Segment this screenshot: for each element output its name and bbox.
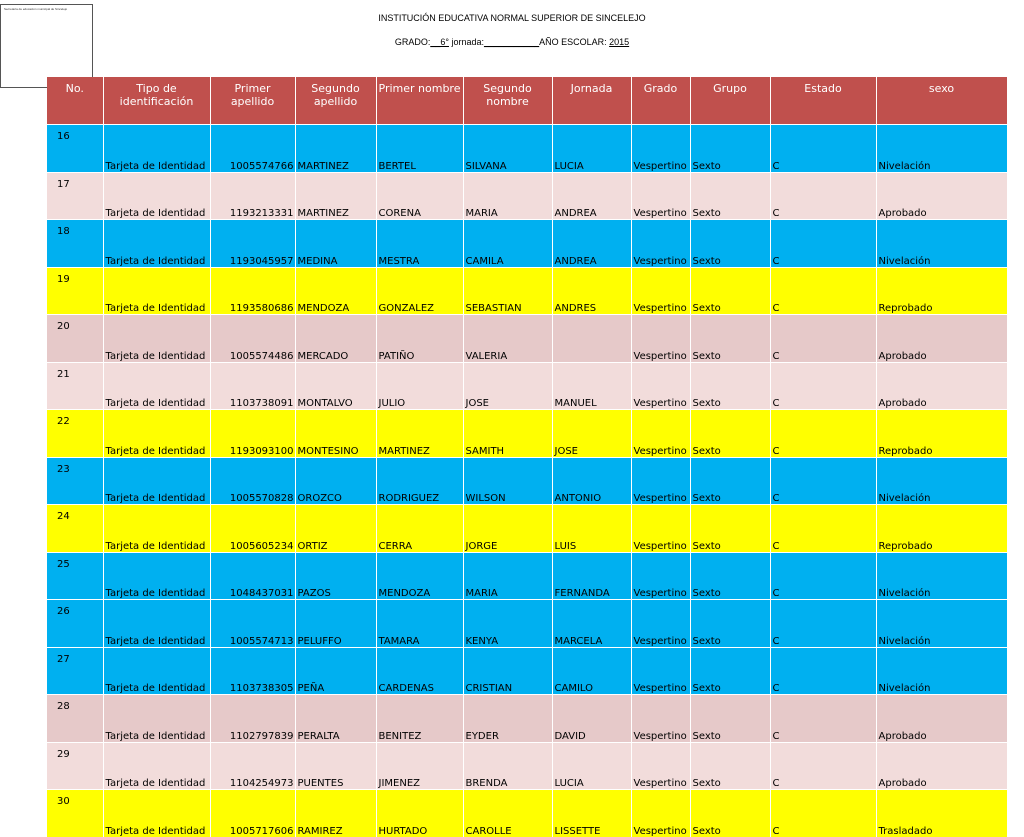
cell-grade: Sexto: [690, 647, 770, 695]
table-row: [47, 315, 1007, 363]
cell-id-number: 1193580686: [210, 267, 295, 315]
cell-grade: Sexto: [690, 790, 770, 837]
cell-id-number: 1193213331: [210, 172, 295, 220]
cell-status: Reprobado: [876, 410, 1007, 458]
cell-first-name: WILSON: [463, 457, 552, 505]
cell-grade: Sexto: [690, 695, 770, 743]
cell-first-surname: MEDINA: [295, 220, 376, 268]
cell-status: Nivelación: [876, 125, 1007, 173]
cell-second-name: ANDREA: [552, 172, 631, 220]
cell-id-number: 1005574766: [210, 125, 295, 173]
cell-first-name: MARIA: [463, 552, 552, 600]
cell-number: 18: [47, 220, 103, 268]
cell-group: C: [770, 505, 876, 553]
cell-status: Reprobado: [876, 505, 1007, 553]
logo-caption: Secretaría de educación municipal de Sincelejo: [4, 7, 68, 11]
col-header: Grupo: [690, 77, 770, 125]
cell-number: 27: [47, 647, 103, 695]
col-header: Primer nombre: [376, 77, 463, 125]
cell-first-name: EYDER: [463, 695, 552, 743]
cell-number: 30: [47, 790, 103, 837]
cell-number: 24: [47, 505, 103, 553]
cell-id-type: Tarjeta de Identidad: [103, 552, 210, 600]
cell-group: C: [770, 315, 876, 363]
cell-second-name: LISSETTE: [552, 790, 631, 837]
table-row: [47, 742, 1007, 790]
table-row: [47, 125, 1007, 173]
cell-id-number: 1005570828: [210, 457, 295, 505]
cell-shift: Vespertino: [631, 742, 690, 790]
cell-second-name: [552, 315, 631, 363]
cell-second-surname: CARDENAS: [376, 647, 463, 695]
cell-second-name: ANDREA: [552, 220, 631, 268]
cell-first-name: CAMILA: [463, 220, 552, 268]
cell-second-name: CAMILO: [552, 647, 631, 695]
cell-id-type: Tarjeta de Identidad: [103, 647, 210, 695]
cell-id-type: Tarjeta de Identidad: [103, 600, 210, 648]
cell-first-surname: MARTINEZ: [295, 172, 376, 220]
cell-id-number: 1005574486: [210, 315, 295, 363]
cell-id-type: Tarjeta de Identidad: [103, 695, 210, 743]
cell-first-name: VALERIA: [463, 315, 552, 363]
col-header: sexo: [876, 77, 1007, 125]
cell-status: Nivelación: [876, 220, 1007, 268]
cell-id-type: Tarjeta de Identidad: [103, 125, 210, 173]
cell-second-name: LUCIA: [552, 742, 631, 790]
cell-shift: Vespertino: [631, 220, 690, 268]
cell-second-name: MANUEL: [552, 362, 631, 410]
cell-second-surname: BENITEZ: [376, 695, 463, 743]
cell-first-name: SAMITH: [463, 410, 552, 458]
cell-grade: Sexto: [690, 362, 770, 410]
cell-group: C: [770, 600, 876, 648]
cell-first-surname: MONTESINO: [295, 410, 376, 458]
cell-grade: Sexto: [690, 172, 770, 220]
cell-id-number: 1048437031: [210, 552, 295, 600]
cell-first-surname: PELUFFO: [295, 600, 376, 648]
grade-line: [0, 37, 1024, 47]
cell-first-name: SEBASTIAN: [463, 267, 552, 315]
cell-first-surname: PAZOS: [295, 552, 376, 600]
cell-grade: Sexto: [690, 220, 770, 268]
table-row: [47, 410, 1007, 458]
cell-shift: Vespertino: [631, 457, 690, 505]
cell-shift: Vespertino: [631, 647, 690, 695]
cell-shift: Vespertino: [631, 267, 690, 315]
cell-number: 17: [47, 172, 103, 220]
cell-first-name: JORGE: [463, 505, 552, 553]
cell-second-surname: CERRA: [376, 505, 463, 553]
cell-group: C: [770, 695, 876, 743]
cell-second-surname: JULIO: [376, 362, 463, 410]
cell-status: Nivelación: [876, 552, 1007, 600]
cell-number: 26: [47, 600, 103, 648]
cell-grade: Sexto: [690, 410, 770, 458]
cell-status: Aprobado: [876, 695, 1007, 743]
cell-number: 23: [47, 457, 103, 505]
cell-second-surname: JIMENEZ: [376, 742, 463, 790]
cell-number: 28: [47, 695, 103, 743]
col-header: Jornada: [552, 77, 631, 125]
cell-first-name: KENYA: [463, 600, 552, 648]
cell-first-surname: RAMIREZ: [295, 790, 376, 837]
cell-id-type: Tarjeta de Identidad: [103, 410, 210, 458]
cell-first-name: SILVANA: [463, 125, 552, 173]
cell-shift: Vespertino: [631, 505, 690, 553]
cell-shift: Vespertino: [631, 552, 690, 600]
cell-second-surname: MESTRA: [376, 220, 463, 268]
cell-group: C: [770, 647, 876, 695]
cell-status: Aprobado: [876, 172, 1007, 220]
cell-grade: Sexto: [690, 552, 770, 600]
cell-id-number: 1005574713: [210, 600, 295, 648]
cell-group: C: [770, 125, 876, 173]
cell-status: Aprobado: [876, 362, 1007, 410]
cell-grade: Sexto: [690, 315, 770, 363]
cell-first-surname: ORTIZ: [295, 505, 376, 553]
cell-group: C: [770, 220, 876, 268]
cell-first-surname: MONTALVO: [295, 362, 376, 410]
table-row: [47, 457, 1007, 505]
col-header: Primer apellido: [210, 77, 295, 125]
cell-id-number: 1104254973: [210, 742, 295, 790]
header-row: [47, 77, 1007, 125]
cell-shift: Vespertino: [631, 125, 690, 173]
cell-grade: Sexto: [690, 267, 770, 315]
cell-id-type: Tarjeta de Identidad: [103, 362, 210, 410]
cell-id-number: 1193045957: [210, 220, 295, 268]
cell-shift: Vespertino: [631, 410, 690, 458]
cell-number: 19: [47, 267, 103, 315]
cell-second-name: DAVID: [552, 695, 631, 743]
cell-first-name: BRENDA: [463, 742, 552, 790]
cell-group: C: [770, 267, 876, 315]
cell-group: C: [770, 742, 876, 790]
cell-id-type: Tarjeta de Identidad: [103, 457, 210, 505]
col-header: Segundo nombre: [463, 77, 552, 125]
cell-group: C: [770, 410, 876, 458]
cell-second-surname: RODRIGUEZ: [376, 457, 463, 505]
anio-label: AÑO ESCOLAR:: [539, 37, 610, 47]
cell-grade: Sexto: [690, 742, 770, 790]
grado-label: GRADO:: [394, 37, 431, 47]
table-row: [47, 267, 1007, 315]
cell-id-type: Tarjeta de Identidad: [103, 742, 210, 790]
cell-second-surname: CORENA: [376, 172, 463, 220]
grado-value: __6°: [430, 37, 449, 47]
institution-title: INSTITUCIÓN EDUCATIVA NORMAL SUPERIOR DE SINCELEJO: [378, 13, 646, 23]
cell-second-surname: PATIÑO: [376, 315, 463, 363]
anio-value: 2015: [609, 37, 630, 47]
cell-second-surname: MARTINEZ: [376, 410, 463, 458]
cell-id-type: Tarjeta de Identidad: [103, 505, 210, 553]
cell-number: 25: [47, 552, 103, 600]
cell-shift: Vespertino: [631, 315, 690, 363]
cell-second-surname: GONZALEZ: [376, 267, 463, 315]
cell-id-type: Tarjeta de Identidad: [103, 267, 210, 315]
cell-first-surname: PEÑA: [295, 647, 376, 695]
col-header: No.: [47, 77, 103, 125]
cell-second-surname: TAMARA: [376, 600, 463, 648]
cell-id-number: 1102797839: [210, 695, 295, 743]
table-row: [47, 695, 1007, 743]
cell-id-type: Tarjeta de Identidad: [103, 220, 210, 268]
table-row: [47, 552, 1007, 600]
cell-first-name: JOSE: [463, 362, 552, 410]
table-row: [47, 790, 1007, 837]
cell-id-number: 1005717606: [210, 790, 295, 837]
cell-group: C: [770, 552, 876, 600]
cell-status: Aprobado: [876, 742, 1007, 790]
cell-second-name: LUIS: [552, 505, 631, 553]
cell-grade: Sexto: [690, 505, 770, 553]
cell-status: Nivelación: [876, 600, 1007, 648]
cell-second-name: ANDRES: [552, 267, 631, 315]
table-row: [47, 172, 1007, 220]
cell-status: Nivelación: [876, 457, 1007, 505]
cell-shift: Vespertino: [631, 600, 690, 648]
cell-group: C: [770, 362, 876, 410]
jornada-value: ___________: [484, 37, 540, 47]
cell-number: 21: [47, 362, 103, 410]
table-row: [47, 505, 1007, 553]
student-table: [47, 77, 1008, 837]
cell-shift: Vespertino: [631, 790, 690, 837]
col-header: Estado: [770, 77, 876, 125]
cell-id-type: Tarjeta de Identidad: [103, 315, 210, 363]
cell-id-type: Tarjeta de Identidad: [103, 172, 210, 220]
col-header: Tipo de identificación: [103, 77, 210, 125]
cell-first-name: CAROLLE: [463, 790, 552, 837]
cell-id-number: 1005605234: [210, 505, 295, 553]
cell-status: Reprobado: [876, 267, 1007, 315]
cell-first-name: MARIA: [463, 172, 552, 220]
cell-second-surname: HURTADO: [376, 790, 463, 837]
cell-shift: Vespertino: [631, 172, 690, 220]
cell-grade: Sexto: [690, 125, 770, 173]
col-header: Grado: [631, 77, 690, 125]
table-row: [47, 600, 1007, 648]
cell-first-surname: OROZCO: [295, 457, 376, 505]
cell-second-name: JOSE: [552, 410, 631, 458]
cell-second-name: MARCELA: [552, 600, 631, 648]
cell-first-surname: PERALTA: [295, 695, 376, 743]
cell-second-surname: BERTEL: [376, 125, 463, 173]
cell-number: 16: [47, 125, 103, 173]
cell-second-name: LUCIA: [552, 125, 631, 173]
table-row: [47, 362, 1007, 410]
cell-status: Trasladado: [876, 790, 1007, 837]
table-body: [47, 125, 1007, 837]
cell-status: Nivelación: [876, 647, 1007, 695]
cell-first-surname: MERCADO: [295, 315, 376, 363]
table-row: [47, 220, 1007, 268]
cell-status: Aprobado: [876, 315, 1007, 363]
cell-second-name: FERNANDA: [552, 552, 631, 600]
cell-first-name: CRISTIAN: [463, 647, 552, 695]
cell-grade: Sexto: [690, 600, 770, 648]
cell-grade: Sexto: [690, 457, 770, 505]
cell-id-number: 1193093100: [210, 410, 295, 458]
cell-number: 20: [47, 315, 103, 363]
cell-second-name: ANTONIO: [552, 457, 631, 505]
cell-first-surname: PUENTES: [295, 742, 376, 790]
cell-id-number: 1103738091: [210, 362, 295, 410]
cell-second-surname: MENDOZA: [376, 552, 463, 600]
cell-group: C: [770, 457, 876, 505]
cell-first-surname: MENDOZA: [295, 267, 376, 315]
cell-number: 22: [47, 410, 103, 458]
table-row: [47, 647, 1007, 695]
cell-shift: Vespertino: [631, 362, 690, 410]
cell-id-number: 1103738305: [210, 647, 295, 695]
cell-first-surname: MARTINEZ: [295, 125, 376, 173]
col-header: Segundo apellido: [295, 77, 376, 125]
cell-group: C: [770, 790, 876, 837]
cell-number: 29: [47, 742, 103, 790]
cell-shift: Vespertino: [631, 695, 690, 743]
jornada-label: jornada:: [448, 37, 485, 47]
cell-id-type: Tarjeta de Identidad: [103, 790, 210, 837]
cell-group: C: [770, 172, 876, 220]
